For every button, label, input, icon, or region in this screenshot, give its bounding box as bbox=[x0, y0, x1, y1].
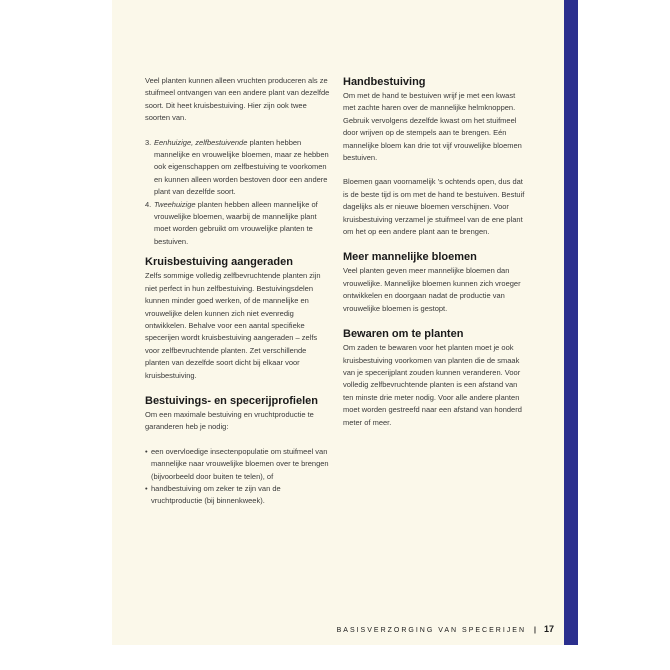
running-section-title: BASISVERZORGING VAN SPECERIJEN bbox=[336, 627, 527, 634]
left-column bbox=[145, 75, 333, 516]
right-column bbox=[343, 75, 529, 441]
heading-kruisbestuiving: Kruisbestuiving aangeraden bbox=[145, 256, 293, 269]
requirements-list bbox=[145, 446, 333, 508]
list-item-emphasis: Tweehuizige bbox=[154, 199, 196, 209]
list-item bbox=[145, 137, 333, 199]
paragraph-bewaren: Om zaden te bewaren voor het planten moet je ook kruisbestuiving voorkomen van planten die de smaak van je specerijplant zouden kunnen veranderen. Voor volledig zelfbevruchtende planten is een afstand van ten minste drie meter nodig. Voor alle andere planten moet worden gestreefd naar een afstand van honderd meter of meer. bbox=[343, 343, 522, 427]
list-item-emphasis: Eenhuizige, zelfbestuivende bbox=[154, 137, 248, 147]
list-number: 3. bbox=[145, 137, 152, 147]
list-item-text: planten hebben mannelijke en vrouwelijke bloemen, maar ze hebben ook eigenschappen om zelfbestuiving te voorkomen en kunnen alleen worden bestoven door een andere plant van dezelfde soort. bbox=[154, 137, 329, 197]
heading-handbestuiving: Handbestuiving bbox=[343, 76, 426, 88]
footer-separator: | bbox=[534, 627, 536, 634]
paragraph-kruisbestuiving: Zelfs sommige volledig zelfbevruchtende planten zijn niet perfect in hun zelfbestuiving. Bestuivingsdelen kunnen minder goed werken, of de mannelijke en vrouwelijke delen kunnen zich niet evenredig ontwikkelen. Behalve voor een aantal specifieke specerijen wordt kruisbestuiving aangeraden – zelfs voor zelfbevruchtende planten. Zet verschillende planten van dezelfde soort dicht bij elkaar voor kruisbestuiving. bbox=[145, 271, 321, 380]
paragraph-profielen: Om een maximale bestuiving en vruchtproductie te garanderen heb je nodig: bbox=[145, 409, 314, 432]
bullet-item bbox=[145, 483, 333, 508]
bullet-item bbox=[145, 446, 333, 483]
heading-mannelijke-bloemen: Meer mannelijke bloemen bbox=[343, 251, 477, 264]
list-item-text: planten hebben alleen mannelijke of vrouwelijke bloemen, waarbij de mannelijke plant moet worden gebruikt om vrouwelijke planten te bestuiven. bbox=[154, 199, 318, 246]
paragraph-handbestuiving-1: Om met de hand te bestuiven wrijf je met een kwast met zachte haren over de mannelijke helmknoppen. Gebruik vervolgens dezelfde kwast om het stuifmeel door wrijven op de stempels aan te brengen. Eén mannelijke bloem kan drie tot vijf vrouwelijke bloemen bestuiven. bbox=[343, 91, 522, 163]
intro-paragraph: Veel planten kunnen alleen vruchten produceren als ze stuifmeel ontvangen van een andere plant van dezelfde soort. Dit heet kruisbestuiving. Hier zijn ook twee soorten van. bbox=[145, 76, 330, 123]
page-edge-band bbox=[564, 0, 578, 645]
paragraph-handbestuiving-2: Bloemen gaan voornamelijk 's ochtends open, dus dat is de beste tijd is om met de hand te bestuiven. Bestuif dagelijks als er nieuwe bloemen verschijnen. Voor kruisbestuiving verzamel je stuifmeel van de ene plant om het op een andere plant aan te brengen. bbox=[343, 177, 525, 237]
pollination-type-list bbox=[145, 137, 333, 249]
heading-bewaren: Bewaren om te planten bbox=[343, 328, 464, 341]
bullet-text: een overvloedige insectenpopulatie om stuifmeel van mannelijke naar vrouwelijke bloemen over te brengen (bijvoorbeeld door buiten te telen), of bbox=[151, 446, 329, 481]
bullet-text: handbestuiving om zeker te zijn van de vruchtproductie (bij binnenkweek). bbox=[151, 483, 281, 506]
page-footer bbox=[337, 624, 554, 634]
list-number: 4. bbox=[145, 199, 152, 209]
bullet-dot: • bbox=[145, 483, 148, 493]
paragraph-mannelijke-bloemen: Veel planten geven meer mannelijke bloemen dan vrouwelijke. Mannelijke bloemen kunnen zich vroeger ontwikkelen en doorgaan nadat de productie van vrouwelijke bloemen is gestopt. bbox=[343, 266, 521, 313]
heading-profielen: Bestuivings- en specerijprofielen bbox=[145, 394, 318, 407]
list-item bbox=[145, 199, 333, 249]
page-number: 17 bbox=[543, 624, 554, 634]
bullet-dot: • bbox=[145, 446, 148, 456]
